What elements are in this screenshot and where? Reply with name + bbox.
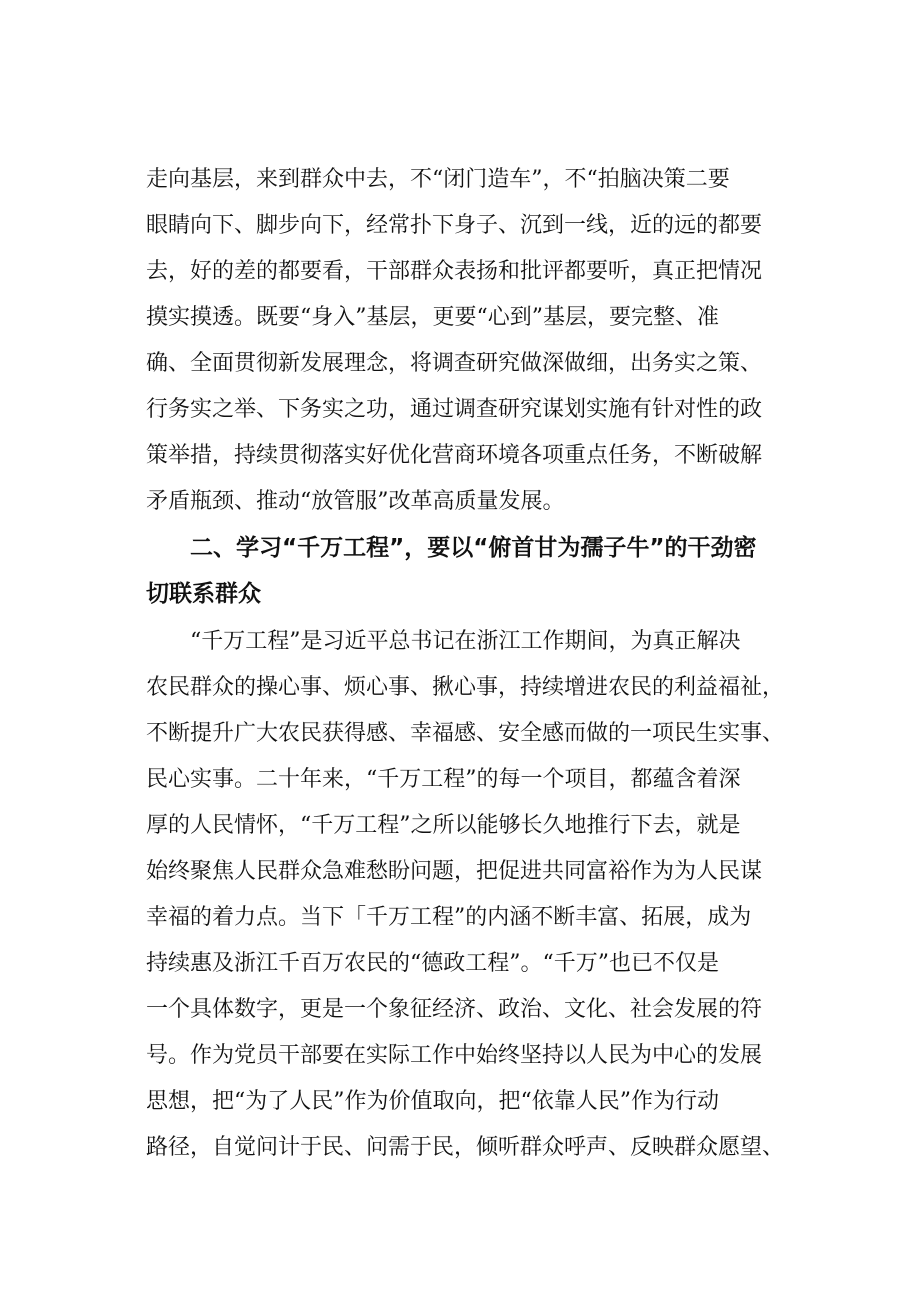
- paragraph-1-line-4: 摸实摸透。既要“身入”基层，更要“心到”基层，要完整、准: [146, 305, 719, 330]
- paragraph-2-line-6: 始终聚焦人民群众急难愁盼问题，把促进共同富裕作为为人民谋: [146, 859, 763, 884]
- paragraph-2-line-3: 不断提升广大农民获得感、幸福感、安全感而做的一项民生实事、: [146, 721, 785, 746]
- paragraph-2-line-11: 思想，把“为了人民”作为价值取向，把“依靠人民”作为行动: [146, 1089, 719, 1114]
- paragraph-1-line-2: 眼睛向下、脚步向下，经常扑下身子、沉到一线，近的远的都要: [146, 213, 763, 238]
- paragraph-2-line-4: 民心实事。二十年来，“千万工程”的每一个项目，都蕴含着深: [146, 767, 741, 792]
- paragraph-2-line-5: 厚的人民情怀，“千万工程”之所以能够长久地推行下去，就是: [146, 813, 741, 838]
- paragraph-2-line-2: 农民群众的操心事、烦心事、揪心事，持续增进农民的利益福祉，: [146, 675, 785, 700]
- paragraph-1-line-7: 策举措，持续贯彻落实好优化营商环境各项重点任务，不断破解: [146, 443, 763, 468]
- paragraph-1-line-1: 走向基层，来到群众中去，不“闭门造车”，不“拍脑决策二要: [146, 167, 730, 192]
- section-heading-2-line-1: 二、学习“千万工程”，要以“俯首甘为孺子牛”的干劲密: [190, 535, 757, 561]
- paragraph-1-line-5: 确、全面贯彻新发展理念，将调查研究做深做细，出务实之策、: [146, 351, 763, 376]
- paragraph-2-line-1: “千万工程”是习近平总书记在浙江工作期间，为真正解决: [190, 629, 741, 654]
- paragraph-2-line-10: 号。作为党员干部要在实际工作中始终坚持以人民为中心的发展: [146, 1043, 763, 1068]
- paragraph-2-line-12: 路径，自觉问计于民、问需于民，倾听群众呼声、反映群众愿望、: [146, 1135, 785, 1160]
- section-heading-2-line-2: 切联系群众: [146, 581, 261, 607]
- paragraph-1-line-6: 行务实之举、下务实之功，通过调查研究谋划实施有针对性的政: [146, 397, 763, 422]
- paragraph-2-line-9: 一个具体数字，更是一个象征经济、政治、文化、社会发展的符: [146, 997, 763, 1022]
- paragraph-1-line-3: 去，好的差的都要看，干部群众表扬和批评都要听，真正把情况: [146, 259, 763, 284]
- paragraph-1-line-8: 矛盾瓶颈、推动“放管服”改革高质量发展。: [146, 489, 565, 514]
- paragraph-2-line-7: 幸福的着力点。当下「千万工程”的内涵不断丰富、拓展，成为: [146, 905, 752, 930]
- paragraph-2-line-8: 持续惠及浙江千百万农民的“德政工程”。“千万”也已不仅是: [146, 951, 719, 976]
